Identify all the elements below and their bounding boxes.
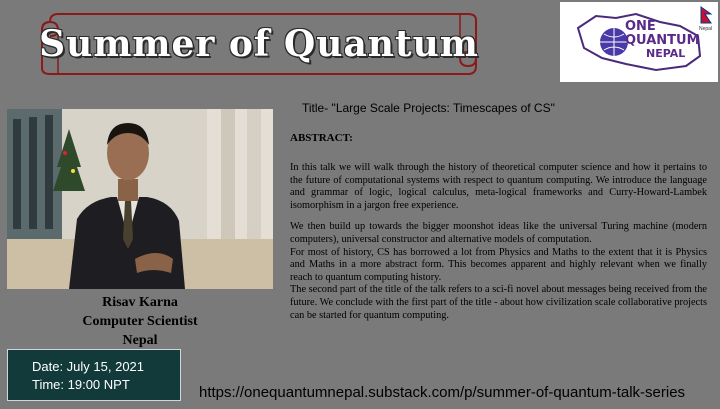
speaker-location: Nepal (122, 333, 158, 348)
talk-series-link[interactable]: https://onequantumnepal.substack.com/p/summer-of-quantum-talk-series (199, 384, 686, 401)
speaker-photo (7, 109, 273, 289)
one-quantum-nepal-logo (560, 2, 718, 82)
abstract-paragraph: For most of history, CS has borrowed a lot from Physics and Maths to the extent that it is Physics and Maths in a more abstract form. This becomes apparent and highly relevant when we finally reach to quantum computing history. (290, 246, 707, 283)
abstract-paragraph: The second part of the title of the talk refers to a sci-fi novel about messages being received from the future. We conclude with the first part of the title - about how civilization scale collaborative projects can be started for quantum computing. (290, 284, 707, 321)
event-time: Time: 19:00 NPT (32, 377, 130, 392)
abstract-paragraph: We then build up towards the bigger moonshot ideas like the universal Turing machine (modern computers), universal constructor and alternative models of computation. (290, 221, 707, 245)
logo-line-nepal: NEPAL (646, 47, 686, 60)
event-date: Date: July 15, 2021 (32, 359, 145, 374)
title-banner (36, 12, 482, 76)
speaker-role: Computer Scientist (82, 314, 198, 329)
banner-title: Summer of Quantum (39, 23, 479, 65)
globe-icon (600, 28, 628, 56)
abstract-heading: ABSTRACT: (290, 132, 353, 144)
logo-line-quantum: QUANTUM (625, 33, 700, 48)
talk-title: Title- "Large Scale Projects: Timescapes of CS" (302, 101, 555, 115)
event-datetime-box (7, 349, 181, 401)
abstract-paragraph: In this talk we will walk through the history of theoretical computer science and how it pertains to the future of computational systems with respect to quantum computing. We introduce the language and grammar of logic, logical calculus, meta-logical frameworks and Curry-Howard-Lambek isomorphism in a jargon free experience. (290, 162, 707, 211)
flag-label: Nepal (699, 26, 713, 32)
logo-line-one: ONE (625, 19, 656, 34)
abstract-body (290, 162, 707, 322)
speaker-name: Risav Karna (102, 295, 178, 310)
nepal-flag-icon (700, 6, 712, 24)
